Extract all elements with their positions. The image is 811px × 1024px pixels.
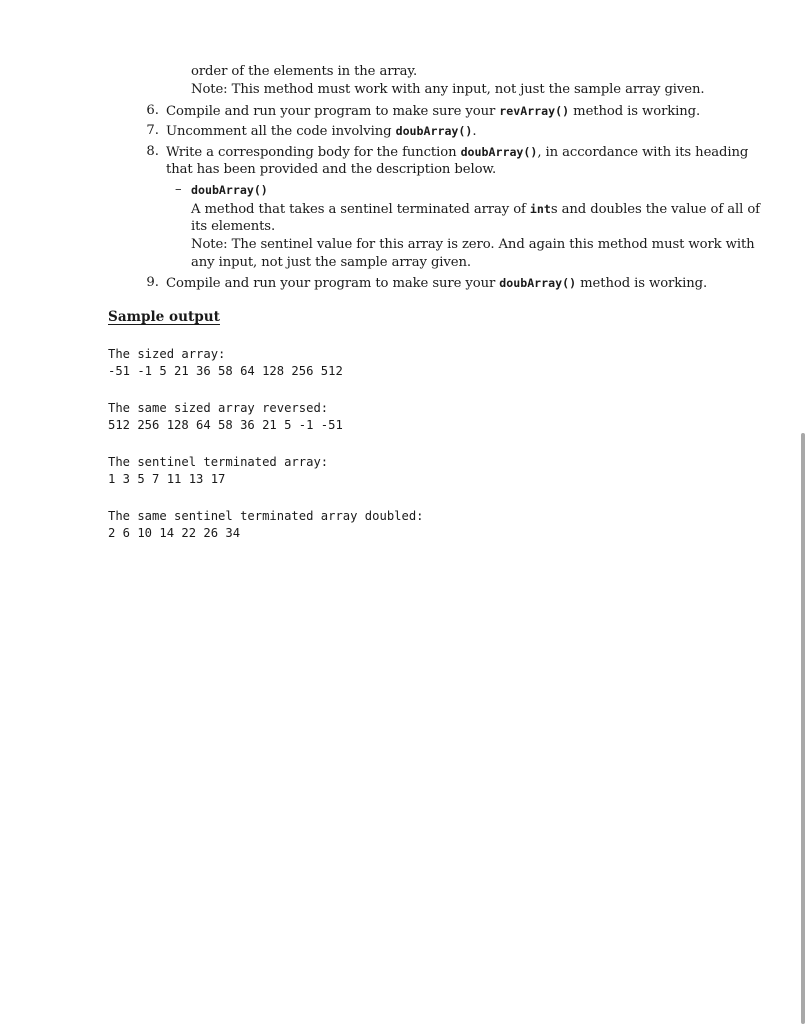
output-block-3-values: 1 3 5 7 11 13 17 <box>108 472 226 486</box>
step-6-pre: Compile and run your program to make sure your <box>166 104 500 119</box>
scrollbar-thumb[interactable] <box>801 433 805 1024</box>
sub-item-code: doubArray() <box>191 183 268 197</box>
vertical-scrollbar[interactable] <box>800 0 811 1024</box>
sub-item-description-line-2: its elements. <box>191 219 276 234</box>
step-6-text <box>166 102 700 121</box>
step-9-code: doubArray() <box>499 276 577 290</box>
intro-note: Note: This method must work with any input, not just the sample array given. <box>191 82 705 97</box>
intro-line-1: order of the elements in the array. <box>191 64 418 79</box>
step-8-post: , in accordance with its heading <box>537 145 749 160</box>
step-6-number: 6. <box>146 103 159 118</box>
step-8-text <box>166 143 748 162</box>
sub-item-description <box>191 200 760 219</box>
step-8-pre: Write a corresponding body for the function <box>166 145 461 160</box>
sub-item-note-line-1: Note: The sentinel value for this array is zero. And again this method must work with <box>191 237 755 252</box>
output-block-2-values: 512 256 128 64 58 36 21 5 -1 -51 <box>108 418 343 432</box>
step-9-pre: Compile and run your program to make sure your <box>166 276 500 291</box>
step-9-text <box>166 274 707 293</box>
step-7-number: 7. <box>146 123 159 138</box>
step-7-post: . <box>472 124 477 139</box>
step-6-post: method is working. <box>569 104 701 119</box>
output-block-3-label: The sentinel terminated array: <box>108 455 329 469</box>
step-8-number: 8. <box>146 144 159 159</box>
sub-desc-pre: A method that takes a sentinel terminated array of <box>191 202 530 217</box>
step-7-code: doubArray() <box>395 124 473 138</box>
step-8-text-line-2: that has been provided and the description below. <box>166 162 497 177</box>
sub-item-note-line-2: any input, not just the sample array given. <box>191 255 471 270</box>
output-block-4-label: The same sentinel terminated array doubled: <box>108 509 424 523</box>
output-block-1-label: The sized array: <box>108 347 226 361</box>
sub-desc-code: int <box>529 202 551 216</box>
step-7-pre: Uncomment all the code involving <box>166 124 396 139</box>
step-6-code: revArray() <box>499 104 570 118</box>
step-9-number: 9. <box>146 275 159 290</box>
output-block-2-label: The same sized array reversed: <box>108 401 329 415</box>
step-7-text <box>166 122 476 141</box>
step-8-code: doubArray() <box>460 145 538 159</box>
sub-desc-post: s and doubles the value of all of <box>550 202 760 217</box>
output-block-4-values: 2 6 10 14 22 26 34 <box>108 526 241 540</box>
sub-item-bullet: – <box>175 182 182 197</box>
sub-item-name <box>191 181 268 200</box>
sample-output-heading: Sample output <box>108 309 220 325</box>
output-block-1-values: -51 -1 5 21 36 58 64 128 256 512 <box>108 364 343 378</box>
step-9-post: method is working. <box>576 276 708 291</box>
